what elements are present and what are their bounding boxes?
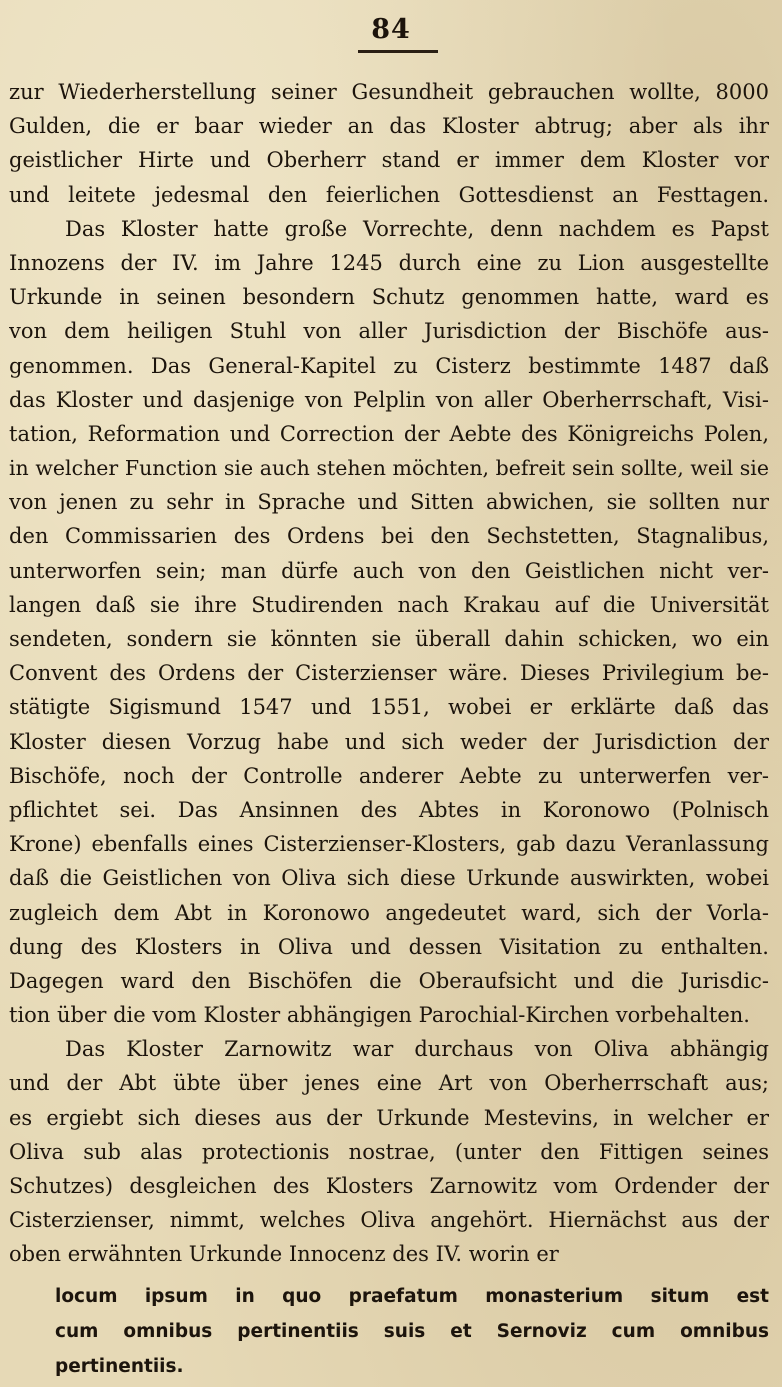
text-line: und der Abt übte über jenes eine Art von Oberherrschaft aus; bbox=[9, 1071, 769, 1096]
text-line: Innozens der IV. im Jahre 1245 durch eine zu Lion ausgestellte bbox=[9, 250, 769, 275]
text-line: genommen. Das General-Kapitel zu Cisterz bestimmte 1487 daß bbox=[9, 353, 769, 378]
text-line: in welcher Function sie auch stehen möchten, befreit sein sollte, weil sie bbox=[9, 456, 769, 481]
text-line: stätigte Sigismund 1547 und 1551, wobei er erklärte daß das bbox=[9, 695, 769, 720]
text-line: Oliva sub alas protectionis nostrae, (unter den Fittigen seines bbox=[9, 1139, 769, 1164]
text-line: sendeten, sondern sie könnten sie überall dahin schicken, wo ein bbox=[9, 627, 769, 651]
paragraph-start-line: Das Kloster hatte große Vorrechte, denn nachdem es Papst bbox=[65, 216, 769, 241]
text-line: Cisterzienser, nimmt, welches Oliva angehört. Hiernächst aus der bbox=[9, 1208, 769, 1233]
text-line: Dagegen ward den Bischöfen die Oberaufsicht und die Jurisdic- bbox=[9, 968, 769, 993]
text-line: langen daß sie ihre Studirenden nach Krakau auf die Universität bbox=[9, 592, 769, 617]
text-line: Bischöfe, noch der Controlle anderer Aebte zu unterwerfen ver- bbox=[9, 763, 769, 788]
paragraph-end-line: tion über die vom Kloster abhängigen Parochial-Kirchen vorbehalten. bbox=[9, 1003, 750, 1028]
latin-quotation bbox=[55, 1279, 769, 1384]
text-line: Krone) ebenfalls eines Cisterzienser-Klosters, gab dazu Veranlassung bbox=[9, 832, 769, 857]
text-line: den Commissarien des Ordens bei den Sechstetten, Stagnalibus, bbox=[9, 524, 769, 549]
text-line: zur Wiederherstellung seiner Gesundheit gebrauchen wollte, 8000 bbox=[9, 80, 769, 104]
text-line: Schutzes) desgleichen des Klosters Zarnowitz vom Ordender der bbox=[9, 1174, 769, 1198]
page-number: 84 bbox=[371, 14, 411, 45]
body-text bbox=[9, 75, 769, 1272]
text-line: zugleich dem Abt in Koronowo angedeutet ward, sich der Vorla- bbox=[9, 900, 769, 925]
text-line: daß die Geistlichen von Oliva sich diese Urkunde auswirkten, wobei bbox=[9, 866, 769, 891]
text-line: das Kloster und dasjenige von Pelplin von aller Oberherrschaft, Visi- bbox=[9, 387, 769, 412]
text-line: Kloster diesen Vorzug habe und sich weder der Jurisdiction der bbox=[9, 729, 769, 754]
text-line: von dem heiligen Stuhl von aller Jurisdiction der Bischöfe aus- bbox=[9, 319, 769, 344]
text-line: von jenen zu sehr in Sprache und Sitten abwichen, sie sollten nur bbox=[9, 490, 769, 515]
text-line: es ergiebt sich dieses aus der Urkunde Mestevins, in welcher er bbox=[9, 1105, 769, 1130]
text-line: unterworfen sein; man dürfe auch von den Geistlichen nicht ver- bbox=[9, 558, 769, 583]
text-line: pflichtet sei. Das Ansinnen des Abtes in Koronowo (Polnisch bbox=[9, 797, 769, 822]
text-line: dung des Klosters in Oliva und dessen Visitation zu enthalten. bbox=[9, 934, 769, 959]
quote-line: locum ipsum in quo praefatum monasterium situm est bbox=[55, 1286, 769, 1307]
quote-line: pertinentiis. bbox=[55, 1356, 184, 1377]
text-line: oben erwähnten Urkunde Innocenz des IV. worin er bbox=[9, 1242, 559, 1267]
header-rule bbox=[358, 50, 438, 53]
text-line: Gulden, die er baar wieder an das Kloster abtrug; aber als ihr bbox=[9, 114, 769, 139]
text-line: geistlicher Hirte und Oberherr stand er immer dem Kloster vor bbox=[9, 148, 769, 173]
quote-line: cum omnibus pertinentiis suis et Sernoviz cum omnibus bbox=[55, 1321, 769, 1342]
text-line: Urkunde in seinen besondern Schutz genommen hatte, ward es bbox=[9, 285, 769, 310]
text-line: Convent des Ordens der Cisterzienser wäre. Dieses Privilegium be- bbox=[9, 661, 769, 686]
text-line: und leitete jedesmal den feierlichen Gottesdienst an Festtagen. bbox=[9, 182, 769, 207]
paragraph-start-line: Das Kloster Zarnowitz war durchaus von Oliva abhängig bbox=[65, 1037, 769, 1062]
text-line: tation, Reformation und Correction der Aebte des Königreichs Polen, bbox=[9, 421, 769, 446]
